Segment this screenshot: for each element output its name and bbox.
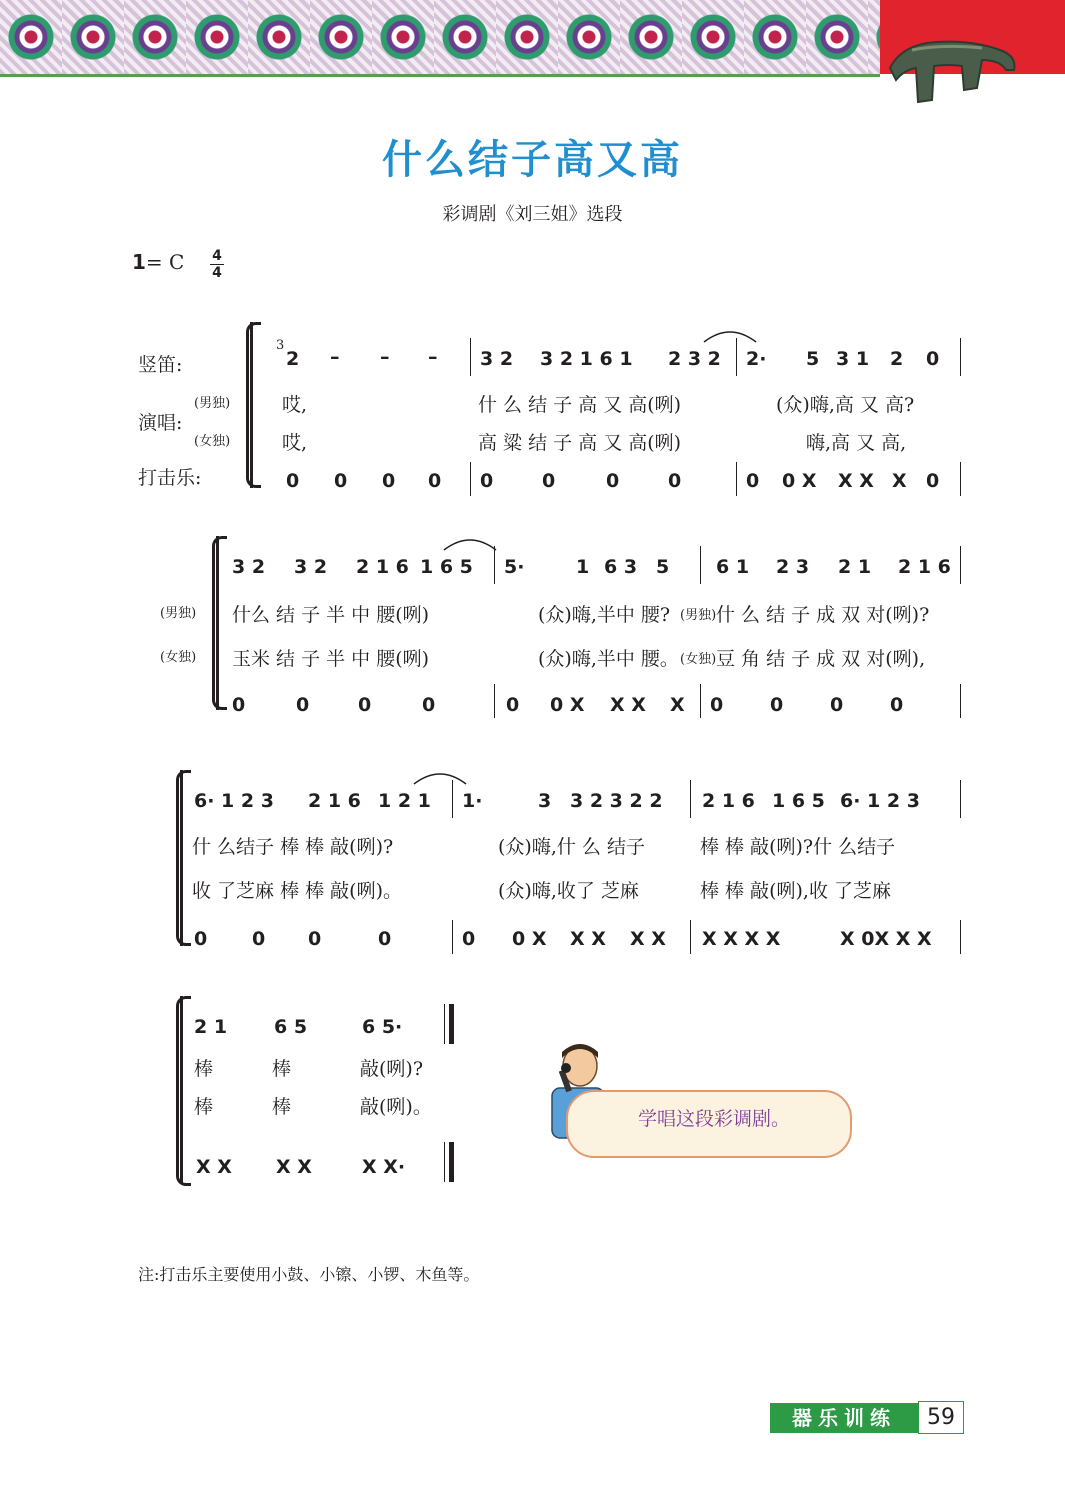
lyric-male: 棒 (272, 1058, 292, 1080)
final-bar-line (449, 1142, 454, 1182)
footnote: 注:打击乐主要使用小鼓、小镲、小锣、木鱼等。 (138, 1265, 480, 1284)
note: 2 3 (776, 556, 810, 578)
final-bar-line (449, 1004, 454, 1044)
lyric-female: 棒 (194, 1096, 214, 1118)
lyric-female: 哎, (282, 432, 308, 454)
perc-beat: 0 (506, 694, 520, 716)
note: 2 1 6 (308, 790, 361, 812)
header-pattern-band (0, 0, 880, 77)
bar-line (452, 780, 453, 818)
note: 1 6 5 (772, 790, 825, 812)
note: 2 (890, 348, 904, 370)
perc-beat: 0 (378, 928, 392, 950)
slur-icon (410, 764, 470, 788)
note: 6· 1 2 3 (194, 790, 274, 812)
perc-beat: 0 (770, 694, 784, 716)
perc-beat: 0 (830, 694, 844, 716)
bar-line (690, 920, 691, 954)
lyric-female: (众)嗨,收了 芝麻 (498, 880, 639, 902)
label-female-solo: (女独) (160, 650, 197, 665)
bar-line (470, 462, 471, 496)
lyric-male: 什 么 结 子 成 双 对(咧)? (716, 604, 930, 626)
perc-beat: 0 (286, 470, 300, 492)
system-start-line (216, 536, 219, 710)
note: 1 (576, 556, 590, 578)
bar-line (700, 546, 701, 584)
lyric-female: 高 粱 结 子 高 又 高(咧) (478, 432, 682, 454)
perc-beat: 0 (542, 470, 556, 492)
note: 5 (656, 556, 670, 578)
lyric-female: 收 了芝麻 棒 棒 敲(咧)。 (192, 880, 402, 902)
note: 2 1 6 (356, 556, 409, 578)
note-dash: – (428, 346, 438, 368)
note: 1· (462, 790, 483, 812)
note: 3 2 3 2 2 (570, 790, 663, 812)
bar-line (452, 920, 453, 954)
perc-beat: X (892, 470, 907, 492)
note: 3 1 (836, 348, 870, 370)
perc-beat: X X (276, 1156, 312, 1178)
lyric-male: 什么 结 子 半 中 腰(咧) (232, 604, 430, 626)
perc-beat: 0 (606, 470, 620, 492)
lyric-female-tag: (女独) (680, 652, 717, 667)
perc-beat: 0 (428, 470, 442, 492)
lyric-male: 棒 棒 敲(咧)?什 么结子 (700, 836, 896, 858)
bar-line (494, 546, 495, 584)
note: 3 2 (232, 556, 266, 578)
note: 6 3 (604, 556, 638, 578)
note: 3 2 (480, 348, 514, 370)
perc-beat: 0 (296, 694, 310, 716)
perc-beat: 0 (382, 470, 396, 492)
note: 2 1 6 (898, 556, 951, 578)
note: 0 (926, 348, 940, 370)
lyric-male: (众)嗨,高 又 高? (776, 394, 915, 416)
system-bracket (176, 770, 191, 946)
note: 2 3 2 (668, 348, 721, 370)
perc-beat: 0 (422, 694, 436, 716)
key-signature: 1= C (132, 250, 185, 274)
final-bar-line (444, 1004, 445, 1044)
note-dash: – (380, 346, 390, 368)
perc-beat: 0 (926, 470, 940, 492)
lyric-male: 什 么 结 子 高 又 高(咧) (478, 394, 682, 416)
bar-line (736, 462, 737, 496)
note: 6 5· (362, 1016, 403, 1038)
perc-beat: 0 X (550, 694, 585, 716)
bar-line (960, 920, 961, 954)
perc-beat: 0 (308, 928, 322, 950)
perc-beat: X X X X (702, 928, 781, 950)
lyric-female: (众)嗨,半中 腰。 (538, 648, 679, 670)
bar-line (960, 684, 961, 718)
bar-line (960, 780, 961, 818)
perc-beat: X X (570, 928, 606, 950)
note: 6· 1 2 3 (840, 790, 920, 812)
note: 1 6 5 (420, 556, 473, 578)
bar-line (700, 684, 701, 718)
footer-section-label: 器乐训练 (770, 1403, 918, 1433)
perc-beat: 0 (710, 694, 724, 716)
note: 2· (746, 348, 767, 370)
note: 3 (538, 790, 552, 812)
system-bracket (212, 536, 227, 710)
perc-beat: 0 (462, 928, 476, 950)
lyric-female: 棒 (272, 1096, 292, 1118)
perc-beat: X (670, 694, 685, 716)
note: 2 1 6 (702, 790, 755, 812)
lyric-female: 敲(咧)。 (360, 1096, 432, 1118)
perc-beat: 0 (194, 928, 208, 950)
system-start-line (180, 996, 183, 1184)
label-male-solo: (男独) (194, 396, 231, 411)
perc-beat: X X (838, 470, 874, 492)
bar-line (960, 546, 961, 584)
note: 2 1 (194, 1016, 228, 1038)
bar-line (494, 684, 495, 718)
bar-line (960, 338, 961, 376)
perc-beat: X X· (362, 1156, 406, 1178)
lyric-male: (众)嗨,什 么 结子 (498, 836, 645, 858)
page-title: 什么结子高又高 (382, 137, 683, 183)
note: 6 1 (716, 556, 750, 578)
lyric-male: 哎, (282, 394, 308, 416)
perc-beat: 0 (890, 694, 904, 716)
perc-beat: 0 X (512, 928, 547, 950)
note: 3 2 (294, 556, 328, 578)
note: 5· (504, 556, 525, 578)
note: 1 2 1 (378, 790, 431, 812)
lyric-female: 玉米 结 子 半 中 腰(咧) (232, 648, 430, 670)
label-flute: 竖笛: (138, 354, 183, 376)
bar-line (470, 338, 471, 376)
perc-beat: 0 X (782, 470, 817, 492)
grace-note: 3 (276, 338, 285, 353)
note: 2 1 (838, 556, 872, 578)
label-male-solo: (男独) (160, 606, 197, 621)
lyric-male: (众)嗨,半中 腰? (538, 604, 671, 626)
system-start-line (180, 770, 183, 946)
note-dash: – (330, 346, 340, 368)
label-singing: 演唱: (138, 412, 183, 434)
final-bar-line (444, 1142, 445, 1182)
subtitle: 彩调剧《刘三姐》选段 (442, 204, 623, 225)
perc-beat: 0 (668, 470, 682, 492)
bar-line (960, 462, 961, 496)
note: 6 5 (274, 1016, 308, 1038)
lyric-female: 豆 角 结 子 成 双 对(咧), (716, 648, 926, 670)
note: 2 (286, 348, 300, 370)
time-signature: 4 4 (210, 248, 224, 281)
bubble-text: 学唱这段彩调剧。 (638, 1108, 791, 1130)
slur-icon (440, 530, 500, 554)
note: 5 (806, 348, 820, 370)
system-start-line (250, 322, 253, 488)
perc-beat: X X (610, 694, 646, 716)
lyric-female: 棒 棒 敲(咧),收 了芝麻 (700, 880, 891, 902)
label-percussion: 打击乐: (138, 467, 202, 489)
note: 3 2 1 6 1 (540, 348, 633, 370)
bronze-artifact-icon (882, 30, 1022, 110)
perc-beat: 0 (358, 694, 372, 716)
slur-icon (700, 322, 760, 346)
lyric-male-tag: (男独) (680, 608, 717, 623)
perc-beat: X 0X X X (840, 928, 932, 950)
page-number: 59 (918, 1401, 964, 1434)
perc-beat: 0 (232, 694, 246, 716)
perc-beat: X X (630, 928, 666, 950)
perc-beat: X X (196, 1156, 232, 1178)
lyric-female: 嗨,高 又 高, (806, 432, 907, 454)
perc-beat: 0 (334, 470, 348, 492)
lyric-male: 棒 (194, 1058, 214, 1080)
perc-beat: 0 (746, 470, 760, 492)
bar-line (690, 780, 691, 818)
perc-beat: 0 (480, 470, 494, 492)
system-bracket (246, 322, 261, 488)
label-female-solo: (女独) (194, 434, 231, 449)
system-bracket (176, 996, 191, 1186)
perc-beat: 0 (252, 928, 266, 950)
lyric-male: 敲(咧)? (360, 1058, 424, 1080)
lyric-male: 什 么结子 棒 棒 敲(咧)? (192, 836, 394, 858)
